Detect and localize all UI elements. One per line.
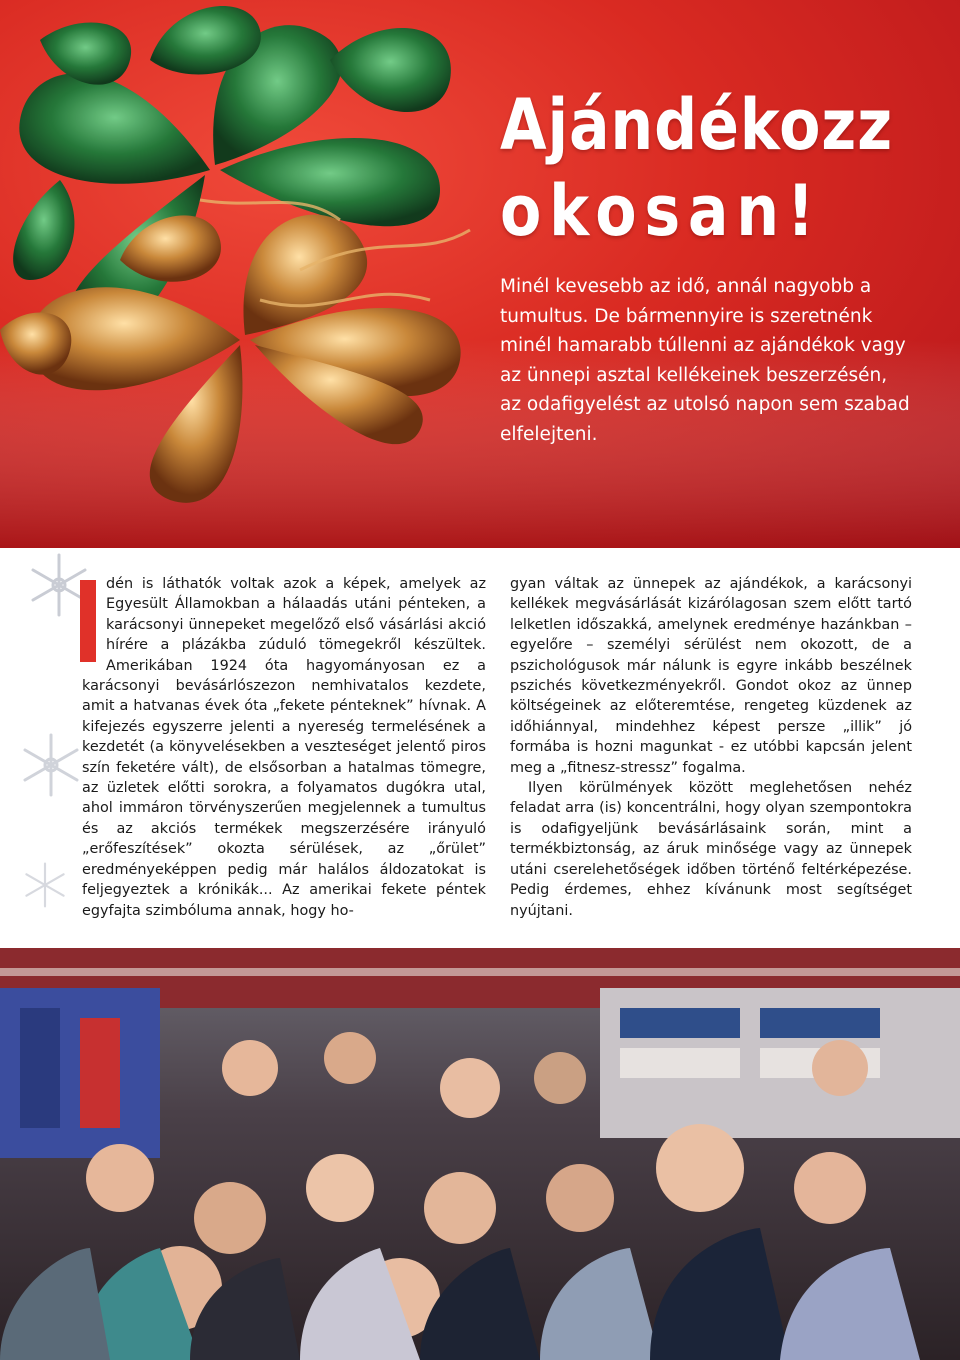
lead-paragraph: Minél kevesebb az idő, annál nagyobb a tumultus. De bármennyire is szeretnénk minél hamarabb túllenni az ajándékok vagy az ünnepi asztal kellékeinek beszerzésén, az odafigyelést az utolsó napon sem szabad elfelejteni. (500, 276, 910, 445)
hero-banner (0, 0, 960, 548)
page-title (500, 82, 894, 254)
article-left-column (82, 574, 486, 921)
article-paragraph: dén is láthatók voltak azok a képek, amelyek az Egyesült Államokban a hálaadás utáni pénteken, a karácsonyi ünnepeket megelőző első vásárlási akció hírére a plázákba zúduló tömegekről készültek. Amerikában 1924 óta hagyományosan ez a karácsonyi bevásárlószezon nemhivatalos kezdete, amit a hatvanas évek óta „fekete pénteknek” hívnak. A kifejezés egyszerre jelenti a nyereség termelésének a kezdetét (a könyvelésekben a veszteséget jelentő piros szín feketére vált), de elsősorban a hatalmas tömegre, az üzletek előtti sorokra, a folyamatos dugókra utal, ahol immáron törvényszerűen megjelennek a tumultus és az akciós termékek megszerzésére irányuló „erőfeszítések” okozta sérülések, az „őrület” eredményeképpen pedig már halálos áldozatokat is feljegyeztek a krónikák... Az amerikai fekete péntek egyfajta szimbóluma annak, hogy ho- (82, 576, 486, 919)
title-line-2: okosan! (500, 170, 823, 252)
green-bow (13, 6, 451, 336)
crowd-shopping-photo (0, 948, 960, 1360)
article-paragraph: Ilyen körülmények között meglehetősen nehéz feladat arra (is) koncentrálni, hogy olyan szempontokra is odafigyeljünk bevásárlásaink során, mint a termékbiztonság, az áruk minősége vagy az ünnepek utáni cserelehetőségek időben történő feltérképezése. Pedig érdemes, ehhez kívánunk most segítséget nyújtani. (510, 780, 912, 919)
article-right-column (510, 574, 912, 921)
snowflake-icon (16, 730, 86, 800)
article-paragraph: gyan váltak az ünnepek az ajándékok, a karácsonyi kellékek megvásárlását kizárólagosan szem előtt tartó lelketlen időszakká, amelynek eredménye hazánkban – egyelőre – személyi sérülést nem okozott, de a pszichológusok már nálunk is egyre inkább beszélnek pszichés következményekről. Gondot okoz az ünnep költségeinek az előteremtése, rengeteg küzdenek az időhiánnyal, mindehhez képest persze „illik” jó formába is hozni magunkat - ez utóbbi kapcsán jelent meg a „fitnesz-stressz” fogalma. (510, 576, 912, 776)
snowflake-icon (20, 860, 70, 910)
crowd-illustration (0, 948, 960, 1360)
title-line-1: Ajándékozz (500, 84, 894, 166)
drop-cap (80, 580, 96, 662)
